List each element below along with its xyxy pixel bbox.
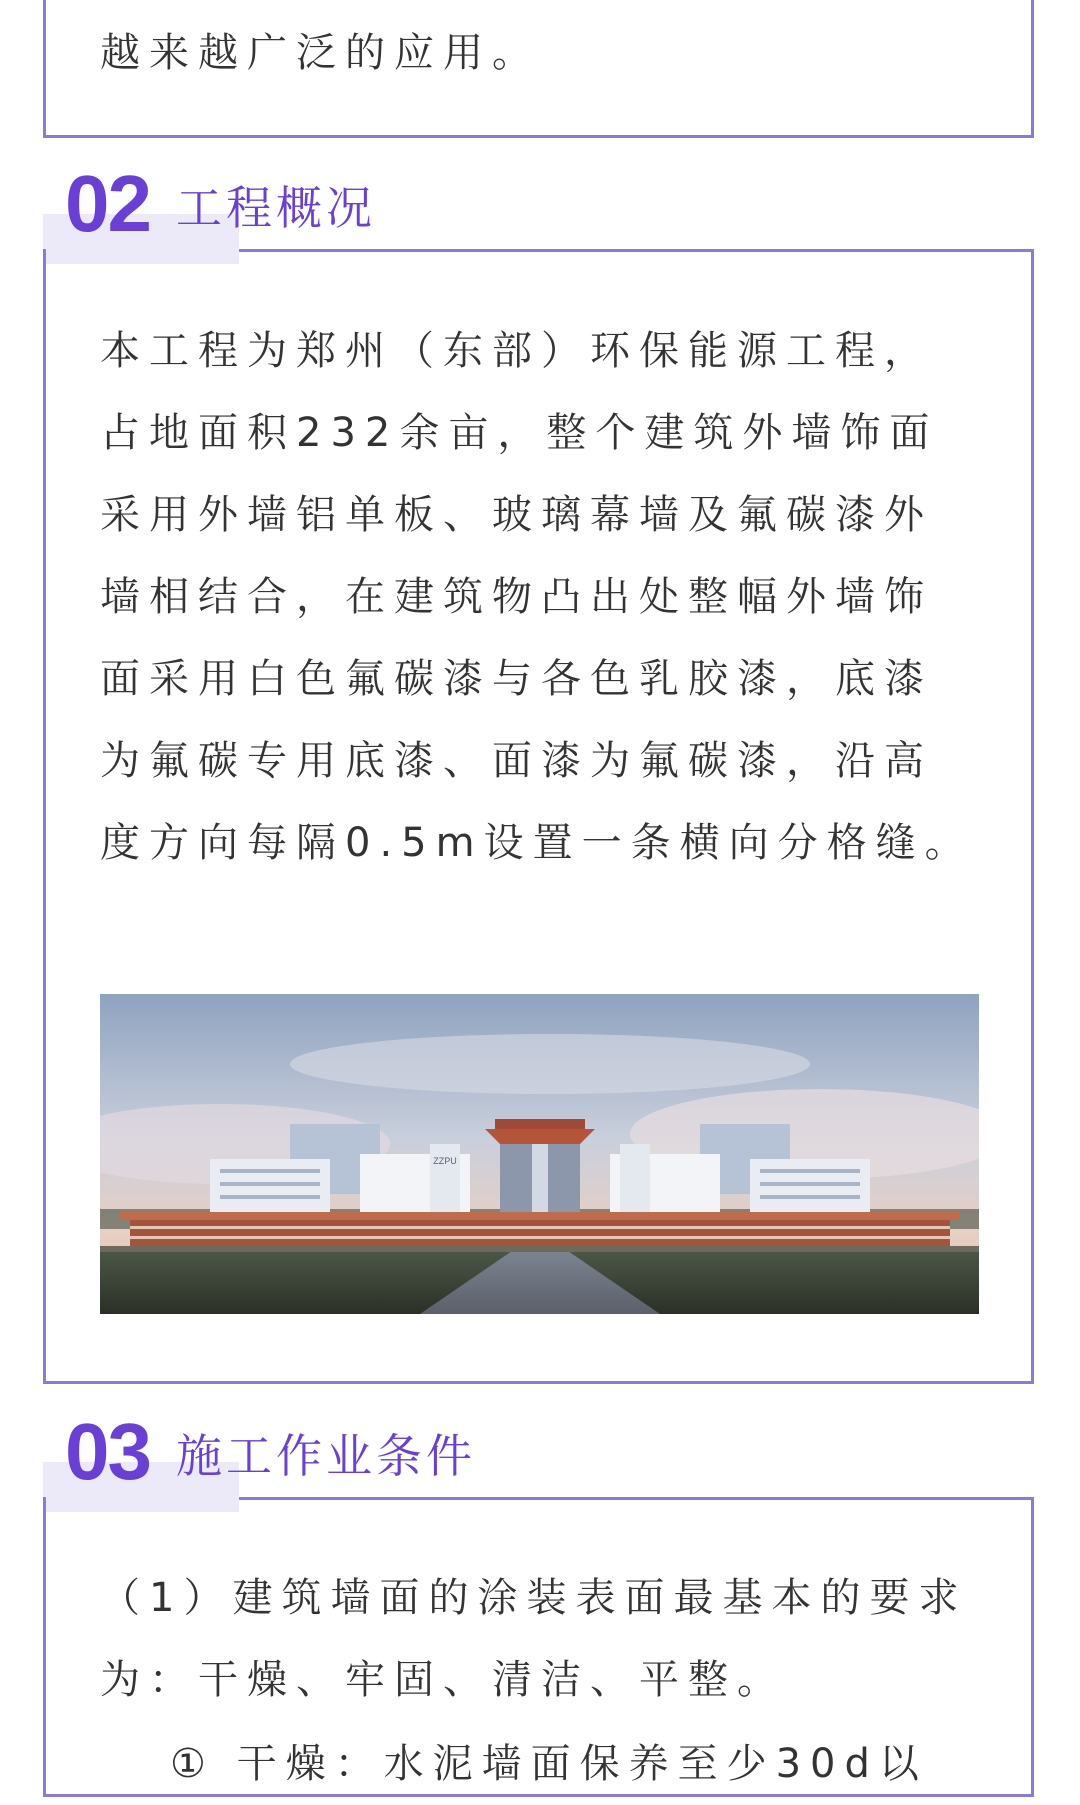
section-number: 03 [65,1407,150,1496]
section-1-tail-text: 越来越广泛的应用。 [100,30,541,76]
tower-label: ZZPU [433,1156,457,1166]
section-title: 工程概况 [176,181,376,235]
section-number: 02 [65,159,150,248]
building-rendering-image [100,994,979,1314]
section-3-list-item: ① 干燥：水泥墙面保养至少30d以 [170,1741,928,1787]
section-3-paragraph: （1）建筑墙面的涂装表面最基本的要求为：干燥、牢固、清洁、平整。 [100,1575,968,1703]
section-title: 施工作业条件 [176,1429,476,1483]
section-2-paragraph: 本工程为郑州（东部）环保能源工程，占地面积232余亩，整个建筑外墙饰面采用外墙铝单板、玻璃幕墙及氟碳漆外墙相结合，在建筑物凸出处整幅外墙饰面采用白色氟碳漆与各色乳胶漆，底漆为氟碳专用底漆、面漆为氟碳漆，沿高度方向每隔0.5m设置一条横向分格缝。 [100,328,974,866]
